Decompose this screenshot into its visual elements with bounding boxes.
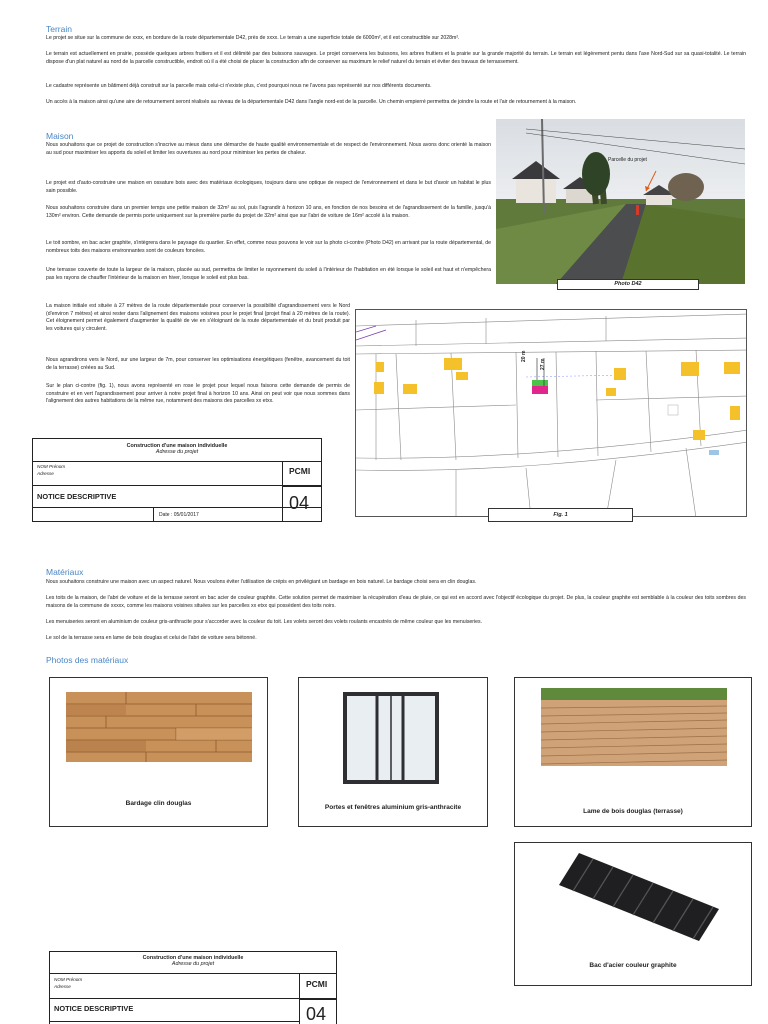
cadastral-plan bbox=[355, 309, 747, 517]
title-block-bottom-notice: NOTICE DESCRIPTIVE bbox=[54, 1004, 134, 1013]
title-block-subtitle: Adresse du projet bbox=[155, 449, 199, 455]
deck-boards-image bbox=[541, 688, 727, 766]
steel-roof-panel-image bbox=[559, 849, 719, 945]
maison-paragraph-2: Le projet est d'auto-construire une maison en ossature bois avec des matériaux écologiques, toujours dans une optique de respect de l'environnement et dans le but d'avoir un habitat le plus sain possible. bbox=[46, 180, 491, 194]
title-block-bottom bbox=[49, 951, 337, 1024]
maison-paragraph-3: Nous souhaitons construire dans un premier temps une petite maison de 32m² au sol, puis l'agrandir à horizon 10 ans, en fonction de nos besoins et de l'agrandissement de la famille, jusqu'à 130m² environ. Cette demande de permis porte uniquement sur la première partie du projet de 32m² ainsi que sur l'abri de voiture de 16m² accolé à la maison. bbox=[46, 205, 491, 219]
maison-paragraph-7: Nous agrandirons vers le Nord, sur une largeur de 7m, pour conserver les optimisations énergétiques (fenêtre, avancement du toit de la terrasse) créées au Sud. bbox=[46, 357, 350, 371]
title-block-number: 04 bbox=[289, 493, 310, 513]
material-label-terrasse: Lame de bois douglas (terrasse) bbox=[583, 808, 683, 815]
material-card-menuiseries bbox=[298, 677, 488, 827]
materiaux-paragraph-3: Les menuiseries seront en aluminium de couleur gris-anthracite pour s'accorder avec la couleur du toit. Les volets seront des volets roulants encastrés de même couleur que les menuiseries. bbox=[46, 619, 483, 625]
photos-materiaux-heading: Photos des matériaux bbox=[46, 655, 129, 665]
title-block-bottom-number: 04 bbox=[306, 1004, 327, 1024]
material-label-bardage: Bardage clin douglas bbox=[125, 800, 192, 807]
maison-paragraph-1: Nous souhaitons que ce projet de construction s'inscrive au mieux dans une démarche de haute qualité environnementale et de respect de l'environnement. Nous avons donc orienté la maison au sud pour maximiser les apports du soleil et limiter les ouvertures au nord pour minimiser les pertes de chaleur. bbox=[46, 142, 491, 156]
title-block-name: NOM Prénom bbox=[37, 464, 66, 469]
maison-heading: Maison bbox=[46, 131, 74, 141]
photo-d42-caption: Photo D42 bbox=[557, 279, 699, 290]
photo-d42 bbox=[496, 119, 745, 284]
materiaux-paragraph-1: Nous souhaitons construire une maison avec un aspect naturel. Nous voulons éviter l'utilisation de crépis en privilégiant un bardage en bois naturel. Le bardage choisi sera en clin douglas. bbox=[46, 579, 477, 585]
material-card-bardage bbox=[49, 677, 268, 827]
title-block-bottom-subtitle: Adresse du projet bbox=[171, 961, 215, 967]
title-block-title: Construction d'une maison individuelle bbox=[126, 443, 228, 449]
title-block-bottom-address: Adresse bbox=[54, 984, 71, 989]
maison-paragraph-5: Une terrasse couverte de toute la largeur de la maison, placée au sud, permettra de limiter le rayonnement du soleil à l'intérieur de l'habitation en été lorsque le soleil est haut et n'empêchera pas les rayons de chauffer l'intérieur de la maison en hiver, lorsque le soleil est plus bas. bbox=[46, 267, 491, 281]
title-block-code: PCMI bbox=[289, 466, 311, 476]
materiaux-paragraph-2: Les toits de la maison, de l'abri de voiture et de la terrasse seront en bac acier de couleur graphite. Cette solution permet de maximiser la récupération d'eau de pluie, ce qui est en accord avec l'objectif écologique du projet. De plus, la couleur graphite est semblable à la couleur des toits sombres des maisons de la commune de xxxxx, comme les maisons voisines situées sur les parcelles xx etxx qui possèdent des toits noirs. bbox=[46, 595, 746, 609]
terrain-paragraph-2: Le terrain est actuellement en prairie, possède quelques arbres fruitiers et il est délimité par des buissons sauvages. Le projet conservera les buissons, les arbres fruitiers et la prairie sur la grande majorité du terrain. Le terrain est légèrement pentu dans l'axe Nord-Sud sur sa quasi-totalité. Le terrain dispose d'un plat naturel au nord de la parcelle constructible, endroit où il a été choisi de placer la construction afin de conserver au maximum le relief naturel du terrain et éviter des travaux de terrassement. bbox=[46, 51, 746, 65]
parcel-label: Parcelle du projet bbox=[608, 157, 647, 163]
title-block-bottom-title: Construction d'une maison individuelle bbox=[142, 955, 244, 961]
terrain-paragraph-4: Un accès à la maison ainsi qu'une aire de retournement seront réalisés au niveau de la départementale D42 dans l'angle nord-est de la parcelle. Un chemin empierré permettra de joindre la route et l'air de retournement à la maison. bbox=[46, 99, 577, 105]
maison-paragraph-8: Sur le plan ci-contre (fig. 1), nous avons représenté en rose le projet pour lequel nous faisons cette demande de permis de construire et en vert l'agrandissement pour arriver à notre projet final à horizon 10 ans. Ainsi on peut voir que nous sommes dans l'alignement des autres habitations de la même rue, notamment des maisons des parcelles xx etxx. bbox=[46, 383, 350, 405]
title-block-address: Adresse bbox=[37, 471, 54, 476]
plan-caption: Fig. 1 bbox=[488, 508, 633, 522]
title-block-notice: NOTICE DESCRIPTIVE bbox=[37, 492, 117, 501]
material-card-terrasse bbox=[514, 677, 752, 827]
maison-paragraph-6: La maison initiale est située à 27 mètres de la route départementale pour conserver la possibilité d'agrandissement vers le Nord (d'environ 7 mètres) et ainsi rester dans l'alignement des maisons voisines pour le projet final (projet final à 20 mètres de la route). Cet éloignement permet également d'augmenter la qualité de vie en s'éloignant de la route départementale et du bruit produit par les voitures qui y circulent. bbox=[46, 303, 350, 332]
road-photo-illustration bbox=[496, 119, 745, 284]
materiaux-paragraph-4: Le sol de la terrasse sera en lame de bois douglas et celui de l'abri de voiture sera bétonné. bbox=[46, 635, 257, 641]
window-frame-image bbox=[343, 692, 439, 784]
terrain-paragraph-3: Le cadastre représente un bâtiment déjà construit sur la parcelle mais celui-ci n'existe plus, c'est pourquoi nous ne l'avons pas représenté sur nos différents documents. bbox=[46, 83, 432, 89]
material-card-bac-acier bbox=[514, 842, 752, 986]
plan-label-27m: 27 m bbox=[540, 358, 546, 370]
material-label-bac-acier: Bac d'acier couleur graphite bbox=[589, 962, 677, 969]
maison-paragraph-4: Le toit sombre, en bac acier graphite, s'intègrera dans le paysage du quartier. En effet, comme nous pouvons le voir sur la photo ci-contre (Photo D42) en arrivant par la route départemental, de nombreux toits des maisons environnantes sont de couleurs foncées. bbox=[46, 240, 491, 254]
title-block-bottom-code: PCMI bbox=[306, 979, 328, 989]
terrain-paragraph-1: Le projet se situe sur la commune de xxxx, en bordure de la route départementale D42, près de xxxx. Le terrain a une superficie totale de 6000m², et il est constructible sur 2028m². bbox=[46, 35, 460, 41]
wood-cladding-image bbox=[66, 692, 252, 762]
title-block-date: Date : 05/01/2017 bbox=[159, 512, 199, 518]
terrain-heading: Terrain bbox=[46, 24, 72, 34]
plan-drawing bbox=[356, 310, 747, 517]
plan-label-20m: 20 m bbox=[521, 350, 527, 362]
title-block bbox=[32, 438, 322, 522]
title-block-bottom-name: NOM Prénom bbox=[54, 977, 83, 982]
material-label-menuiseries: Portes et fenêtres aluminium gris-anthracite bbox=[324, 804, 462, 811]
materiaux-heading: Matériaux bbox=[46, 567, 84, 577]
